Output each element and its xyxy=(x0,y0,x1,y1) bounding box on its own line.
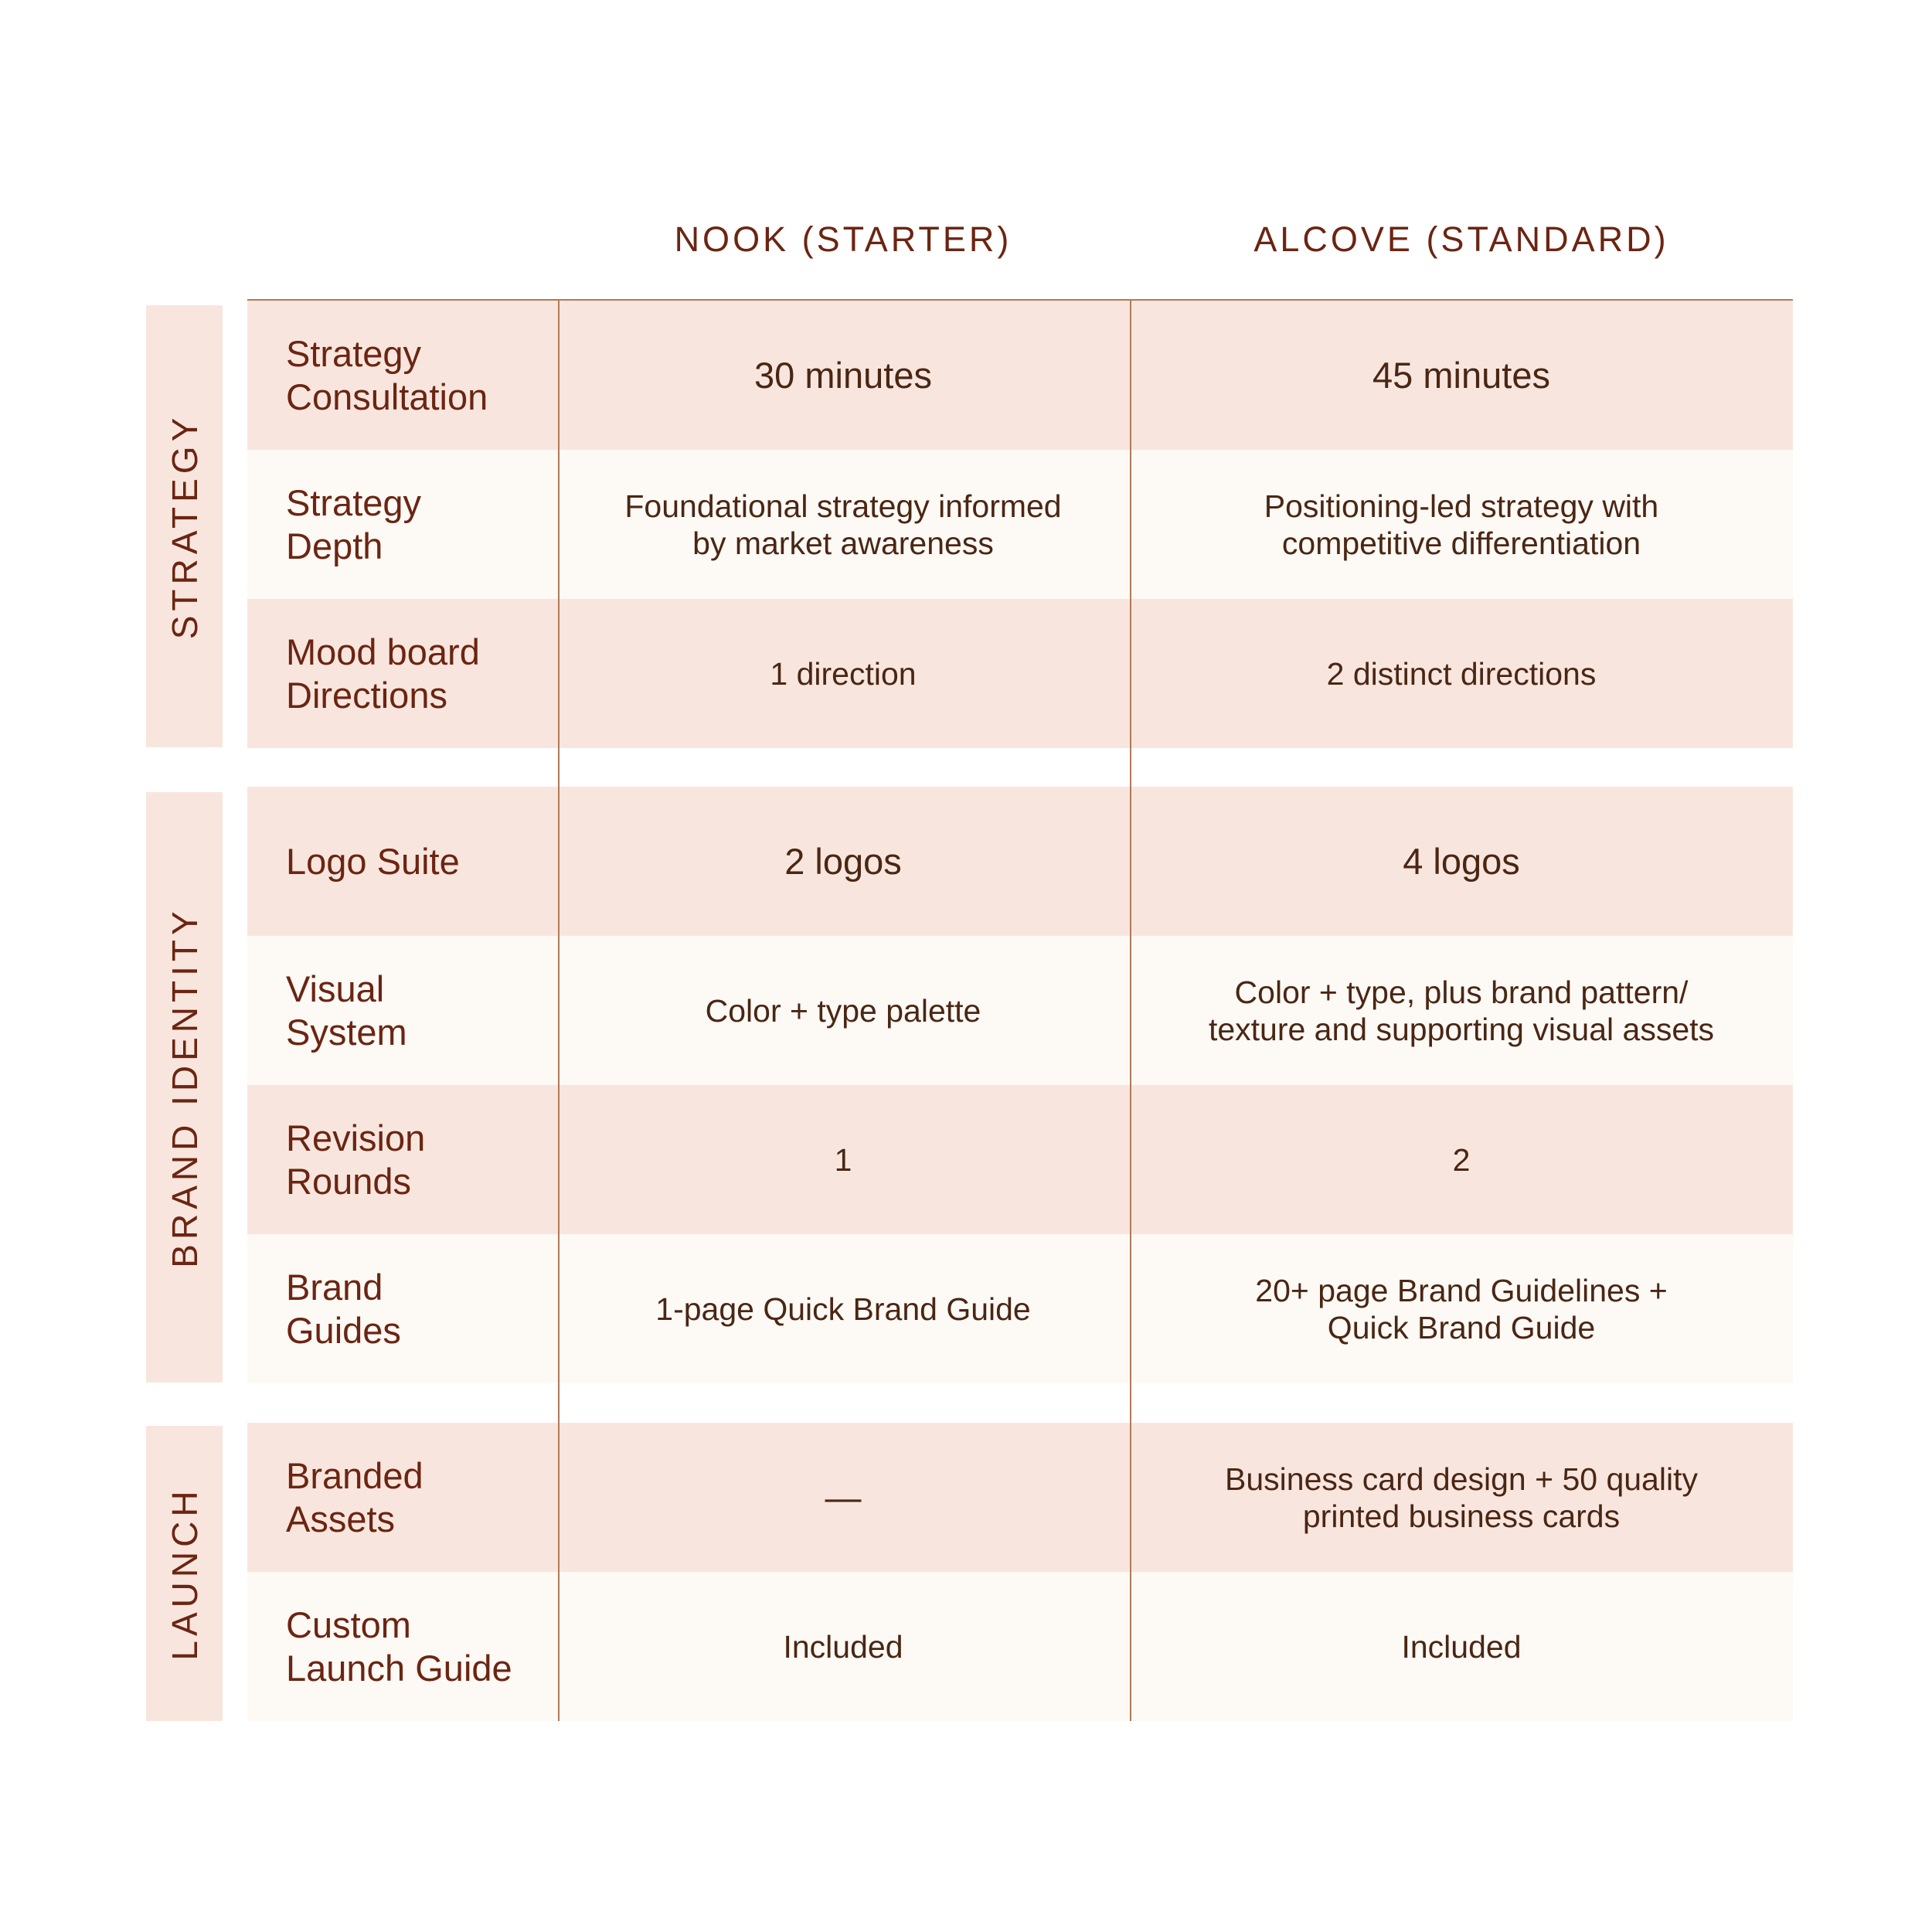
section-label-strategy: STRATEGY xyxy=(164,413,205,640)
cell-nook-logo-suite: 2 logos xyxy=(784,840,902,882)
cell-nook-strategy-depth: Foundational strategy informed by market awareness xyxy=(624,488,1062,561)
row-label-custom-launch-guide: Custom Launch Guide xyxy=(286,1604,512,1689)
table-row xyxy=(247,599,1793,748)
column-divider-alcove xyxy=(1130,299,1131,1721)
row-label-branded-assets: Branded Assets xyxy=(286,1454,423,1539)
cell-alcove-branded-assets: Business card design + 50 quality printed business cards xyxy=(1225,1461,1698,1534)
column-header-nook: NOOK (STARTER) xyxy=(674,219,1012,259)
section-label-brand-identity: BRAND IDENTITY xyxy=(164,906,205,1268)
cell-nook-revision-rounds: 1 xyxy=(834,1141,852,1178)
row-label-visual-system: Visual System xyxy=(286,968,407,1053)
section-label-launch: LAUNCH xyxy=(164,1486,205,1661)
table-row xyxy=(247,936,1793,1085)
cell-alcove-custom-launch-guide: Included xyxy=(1401,1628,1522,1665)
cell-alcove-logo-suite: 4 logos xyxy=(1403,840,1520,882)
cell-alcove-visual-system: Color + type, plus brand pattern/ texture and supporting visual assets xyxy=(1208,974,1715,1047)
cell-alcove-revision-rounds: 2 xyxy=(1452,1141,1471,1178)
cell-nook-branded-assets: — xyxy=(825,1476,862,1518)
column-header-alcove: ALCOVE (STANDARD) xyxy=(1253,219,1669,259)
cell-alcove-mood-board-directions: 2 distinct directions xyxy=(1326,655,1597,692)
cell-alcove-brand-guides: 20+ page Brand Guidelines + Quick Brand Guide xyxy=(1255,1272,1668,1345)
table-row xyxy=(247,787,1793,936)
table-row xyxy=(247,1423,1793,1572)
table-row xyxy=(247,301,1793,450)
row-label-strategy-consultation: Strategy Consultation xyxy=(286,332,488,417)
section-tab-launch xyxy=(146,1426,223,1721)
cell-alcove-strategy-depth: Positioning-led strategy with competitive differentiation xyxy=(1264,488,1659,561)
cell-nook-visual-system: Color + type palette xyxy=(705,992,981,1029)
row-label-brand-guides: Brand Guides xyxy=(286,1266,401,1351)
cell-nook-mood-board-directions: 1 direction xyxy=(770,655,917,692)
column-divider-nook xyxy=(558,299,560,1721)
row-label-logo-suite: Logo Suite xyxy=(286,840,460,882)
row-label-revision-rounds: Revision Rounds xyxy=(286,1117,426,1202)
table-row xyxy=(247,1234,1793,1383)
table-row xyxy=(247,1572,1793,1721)
table-row xyxy=(247,450,1793,599)
section-tab-brand-identity xyxy=(146,792,223,1383)
cell-nook-custom-launch-guide: Included xyxy=(783,1628,903,1665)
section-tab-strategy xyxy=(146,305,223,747)
table-row xyxy=(247,1085,1793,1234)
cell-nook-strategy-consultation: 30 minutes xyxy=(754,354,932,396)
cell-nook-brand-guides: 1-page Quick Brand Guide xyxy=(655,1291,1031,1327)
row-label-strategy-depth: Strategy Depth xyxy=(286,481,422,566)
cell-alcove-strategy-consultation: 45 minutes xyxy=(1372,354,1550,396)
row-label-mood-board-directions: Mood board Directions xyxy=(286,631,480,716)
